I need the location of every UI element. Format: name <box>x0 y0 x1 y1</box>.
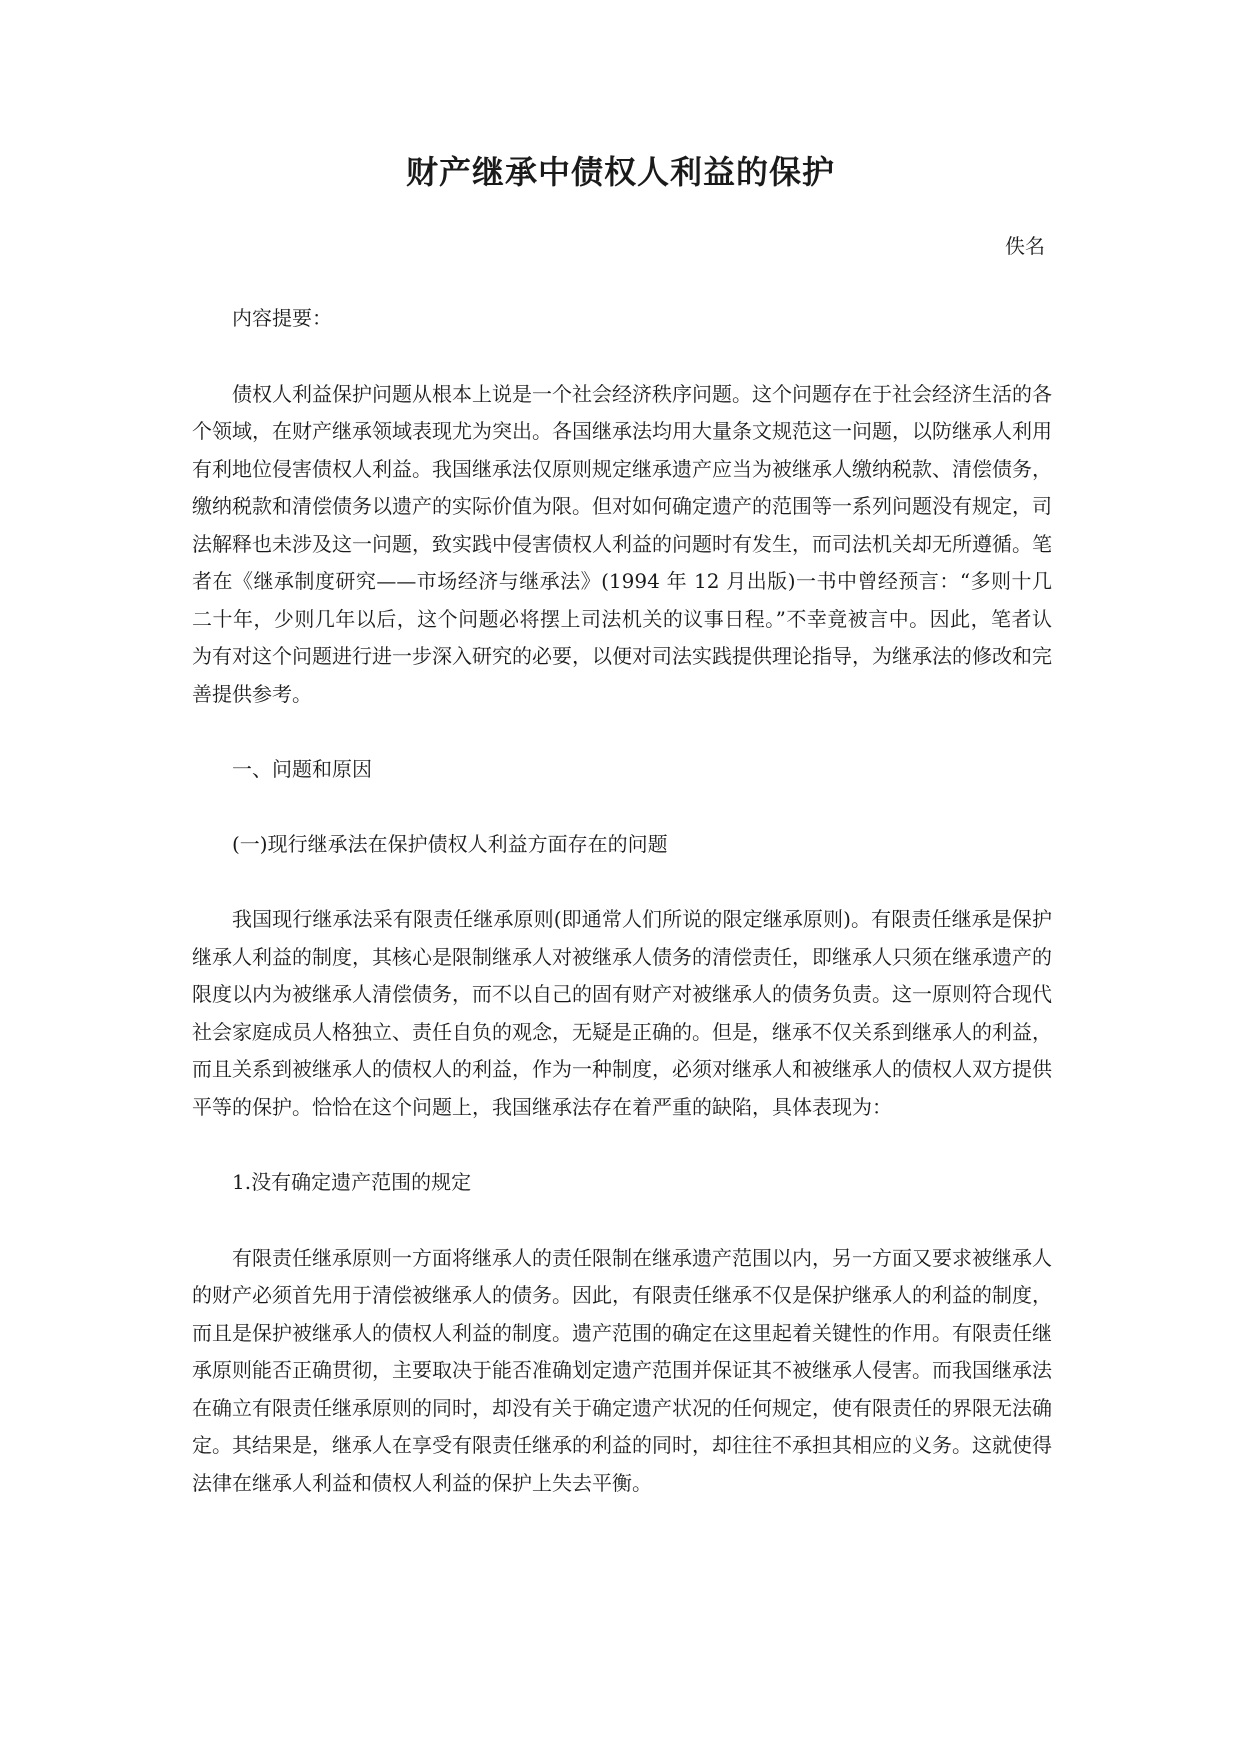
document-title: 财产继承中债权人利益的保护 <box>405 153 835 191</box>
author-name: 佚名 <box>1005 234 1045 258</box>
document-body <box>192 300 1052 1502</box>
abstract-paragraph: 债权人利益保护问题从根本上说是一个社会经济秩序问题。这个问题存在于社会经济生活的各个领域，在财产继承领域表现尤为突出。各国继承法均用大量条文规范这一问题，以防继承人利用有利地位侵害债权人利益。我国继承法仅原则规定继承遗产应当为被继承人缴纳税款、清偿债务，缴纳税款和清偿债务以遗产的实际价值为限。但对如何确定遗产的范围等一系列问题没有规定，司法解释也未涉及这一问题，致实践中侵害债权人利益的问题时有发生，而司法机关却无所遵循。笔者在《继承制度研究——市场经济与继承法》(1994 年 12 月出版)一书中曾经预言：“多则十几二十年，少则几年以后，这个问题必将摆上司法机关的议事日程。”不幸竟被言中。因此，笔者认为有对这个问题进行进一步深入研究的必要，以便对司法实践提供理论指导，为继承法的修改和完善提供参考。 <box>192 381 1052 706</box>
point-heading-1: 1.没有确定遗产范围的规定 <box>232 1170 472 1194</box>
section-heading-1: 一、问题和原因 <box>232 757 372 781</box>
point-paragraph-1: 有限责任继承原则一方面将继承人的责任限制在继承遗产范围以内，另一方面又要求被继承人的财产必须首先用于清偿被继承人的债务。因此，有限责任继承不仅是保护继承人的利益的制度，而且是保护被继承人的债权人利益的制度。遗产范围的确定在这里起着关键性的作用。有限责任继承原则能否正确贯彻，主要取决于能否准确划定遗产范围并保证其不被继承人侵害。而我国继承法在确立有限责任继承原则的同时，却没有关于确定遗产状况的任何规定，使有限责任的界限无法确定。其结果是，继承人在享受有限责任继承的利益的同时，却往往不承担其相应的义务。这就使得法律在继承人利益和债权人利益的保护上失去平衡。 <box>192 1245 1052 1495</box>
abstract-heading: 内容提要： <box>232 306 332 330</box>
subsection-heading-1: (一)现行继承法在保护债权人利益方面存在的问题 <box>232 831 668 856</box>
subsection-paragraph-1: 我国现行继承法采有限责任继承原则(即通常人们所说的限定继承原则)。有限责任继承是保护继承人利益的制度，其核心是限制继承人对被继承人债务的清偿责任，即继承人只须在继承遗产的限度以内为被继承人清偿债务，而不以自己的固有财产对被继承人的债务负责。这一原则符合现代社会家庭成员人格独立、责任自负的观念，无疑是正确的。但是，继承不仅关系到继承人的利益，而且关系到被继承人的债权人的利益，作为一种制度，必须对继承人和被继承人的债权人双方提供平等的保护。恰恰在这个问题上，我国继承法存在着严重的缺陷，具体表现为： <box>192 907 1052 1119</box>
